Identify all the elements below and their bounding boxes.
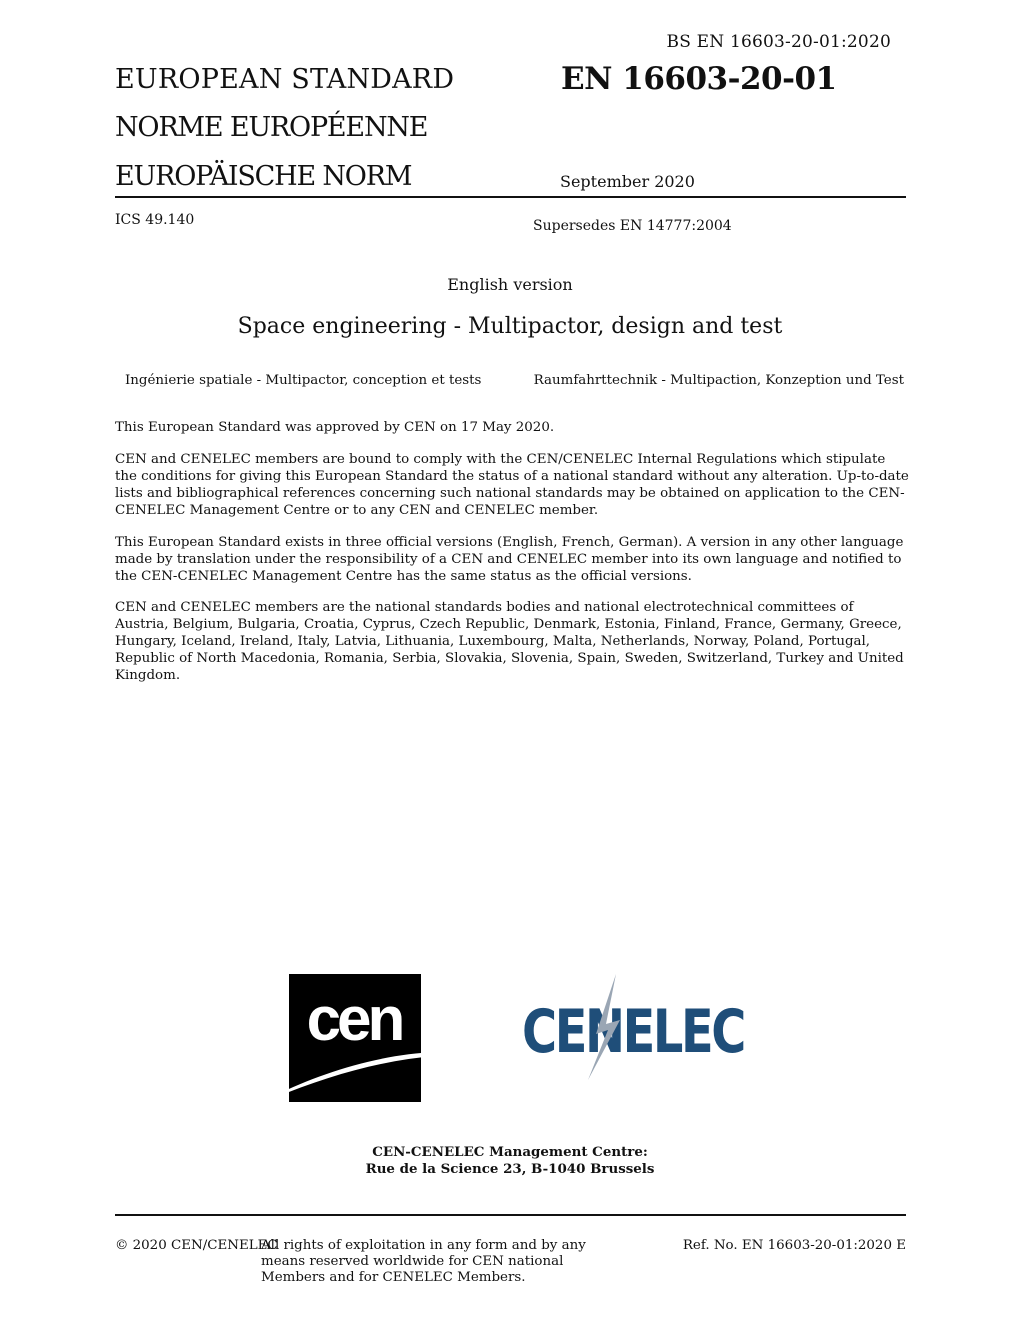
centre-address: Rue de la Science 23, B-1040 Brussels bbox=[365, 1161, 655, 1177]
cen-logo-text: cen bbox=[306, 985, 402, 1054]
supersedes-note: Supersedes EN 14777:2004 bbox=[533, 218, 732, 234]
regulations-paragraph: CEN and CENELEC members are bound to comply with the CEN/CENELEC Internal Regulations which stipulate the conditions for giving this European Standard the status of a national standard without any alteration. Up-to-date lists and bibliographical references concerning such national standards may be obtained on application to the CEN-CENELEC Management Centre or to any CEN and CENELEC member. bbox=[115, 452, 909, 518]
german-title: Raumfahrttechnik - Multipaction, Konzeption und Test bbox=[533, 373, 904, 388]
standard-number: EN 16603-20-01 bbox=[561, 61, 837, 97]
bottom-divider bbox=[115, 1214, 906, 1216]
publication-date: September 2020 bbox=[560, 172, 695, 191]
copyright-notice: © 2020 CEN/CENELEC bbox=[115, 1238, 278, 1253]
rights-statement: All rights of exploitation in any form and by any means reserved worldwide for CEN national Members and for CENELEC Members. bbox=[261, 1238, 586, 1285]
title-german: EUROPÄISCHE NORM bbox=[115, 161, 412, 192]
french-title: Ingénierie spatiale - Multipactor, conception et tests bbox=[125, 373, 482, 388]
top-divider bbox=[115, 196, 906, 198]
members-paragraph: CEN and CENELEC members are the national standards bodies and national electrotechnical committees of Austria, Belgium, Bulgaria, Croatia, Cyprus, Czech Republic, Denmark, Estonia, Finland, France, Germany, Greece, Hungary, Iceland, Ireland, Italy, Latvia, Lithuania, Luxembourg, Malta, Netherlands, Norway, Poland, Portugal, Republic of North Macedonia, Romania, Serbia, Slovakia, Slovenia, Spain, Sweden, Switzerland, Turkey and United Kingdom. bbox=[115, 600, 904, 683]
version-label: English version bbox=[447, 275, 573, 294]
approval-paragraph: This European Standard was approved by CEN on 17 May 2020. bbox=[115, 420, 555, 435]
ics-code: ICS 49.140 bbox=[115, 212, 195, 228]
document-title: Space engineering - Multipactor, design and test bbox=[237, 314, 783, 339]
title-french: NORME EUROPÉENNE bbox=[115, 112, 428, 143]
reference-number: Ref. No. EN 16603-20-01:2020 E bbox=[682, 1238, 906, 1253]
cenelec-logo-text: CENELEC bbox=[522, 997, 744, 1067]
top-reference: BS EN 16603-20-01:2020 bbox=[666, 32, 891, 52]
versions-paragraph: This European Standard exists in three official versions (English, French, German). A version in any other language made by translation under the responsibility of a CEN and CENELEC member into its own language and notified to the CEN-CENELEC Management Centre has the same status as the official versions. bbox=[115, 535, 904, 584]
title-english: EUROPEAN STANDARD bbox=[115, 64, 455, 95]
cen-logo bbox=[272, 972, 438, 1104]
centre-name: CEN-CENELEC Management Centre: bbox=[372, 1144, 648, 1160]
cenelec-logo bbox=[520, 972, 750, 1084]
